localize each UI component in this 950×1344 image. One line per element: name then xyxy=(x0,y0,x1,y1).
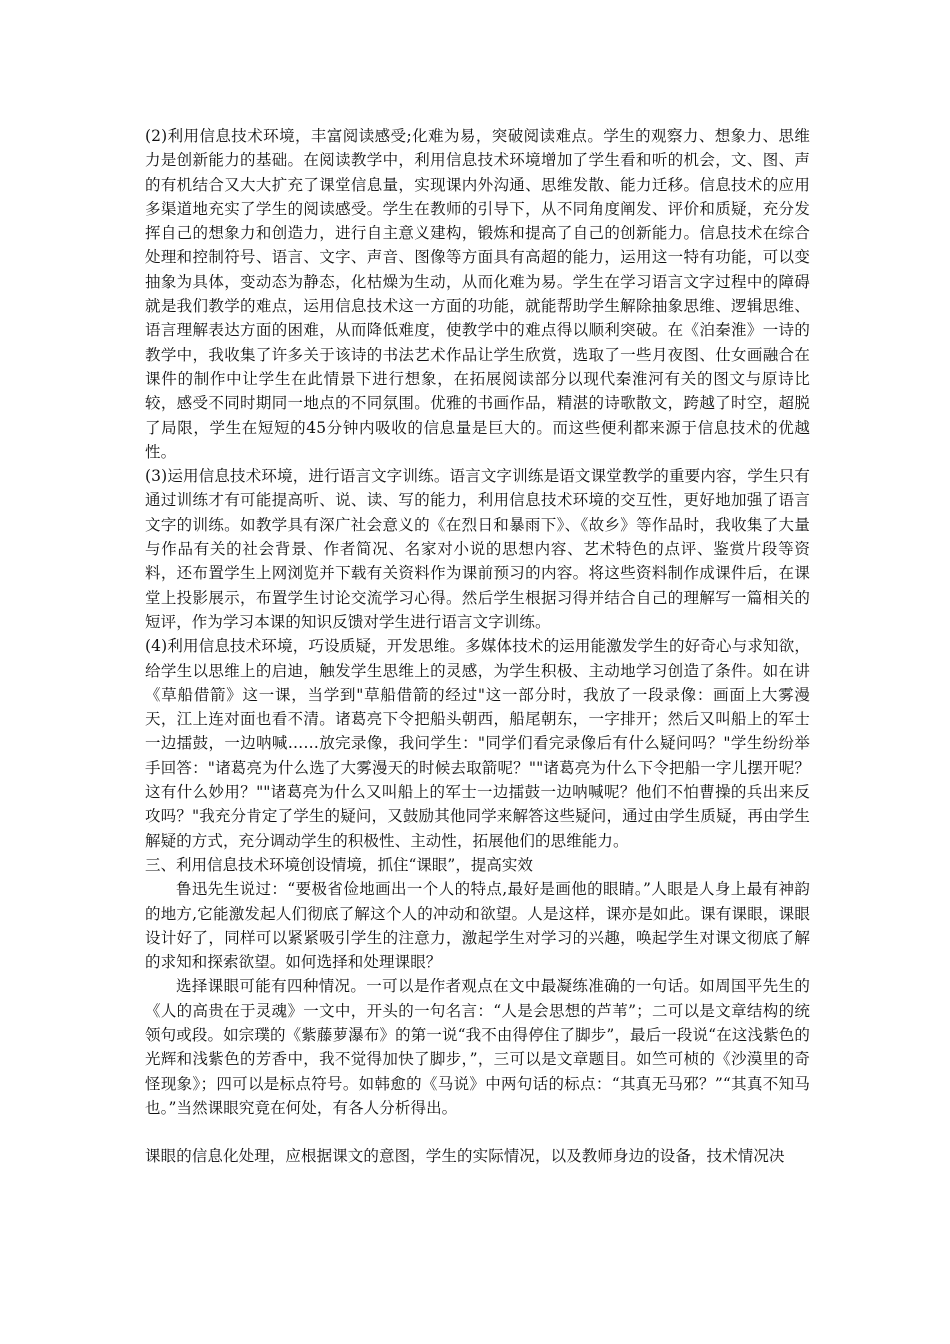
paragraph-questioning: (4)利用信息技术环境，巧设质疑，开发思维。多媒体技术的运用能激发学生的好奇心与求知欲，给学生以思维上的启迪，触发学生思维上的灵感，为学生积极、主动地学习创造了条件。如在讲《草船借箭》这一课，当学到"草船借箭的经过"这一部分时，我放了一段录像：画面上大雾漫天，江上连对面也看不清。诸葛亮下令把船头朝西，船尾朝东，一字排开；然后又叫船上的军士一边擂鼓，一边呐喊……放完录像，我问学生："同学们看完录像后有什么疑问吗？"学生纷纷举手回答："诸葛亮为什么选了大雾漫天的时候去取箭呢？""诸葛亮为什么下令把船一字儿摆开呢？这有什么妙用？""诸葛亮为什么又叫船上的军士一边擂鼓一边呐喊呢？他们不怕曹操的兵出来反攻吗？"我充分肯定了学生的疑问，又鼓励其他同学来解答这些疑问，通过由学生质疑，再由学生解疑的方式，充分调动学生的积极性、主动性，拓展他们的思维能力。 xyxy=(145,637,810,850)
document-body xyxy=(145,124,810,1168)
paragraph-choosing-keyeye: 选择课眼可能有四种情况。一可以是作者观点在文中最凝练准确的一句话。如周国平先生的《人的高贵在于灵魂》一文中，开头的一句名言：“人是会思想的芦苇”；二可以是文章结构的统领句或段。如宗璞的《紫藤萝瀑布》的第一说“我不由得停住了脚步”，最后一段说“在这浅紫色的光辉和浅紫色的芳香中，我不觉得加快了脚步，”，三可以是文章题目。如竺可桢的《沙漠里的奇怪现象》；四可以是标点符号。如韩愈的《马说》中两句话的标点：“其真无马邪？”“其真不知马也。”当然课眼究竟在何处，有各人分析得出。 xyxy=(145,977,810,1117)
paragraph-gap xyxy=(145,1120,810,1144)
paragraph-language-training: (3)运用信息技术环境，进行语言文字训练。语言文字训练是语文课堂教学的重要内容，学生只有通过训练才有可能提高听、说、读、写的能力，利用信息技术环境的交互性，更好地加强了语言文字的训练。如教学具有深广社会意义的《在烈日和暴雨下》、《故乡》等作品时，我收集了大量与作品有关的社会背景、作者简况、名家对小说的思想内容、艺术特色的点评、鉴赏片段等资料，还布置学生上网浏览并下载有关资料作为课前预习的内容。将这些资料制作成课件后，在课堂上投影展示，布置学生讨论交流学习心得。然后学生根据习得并结合自己的理解写一篇相关的短评，作为学习本课的知识反馈对学生进行语言文字训练。 xyxy=(145,467,810,631)
paragraph-reading-experience: (2)利用信息技术环境，丰富阅读感受;化难为易，突破阅读难点。学生的观察力、想象力、思维力是创新能力的基础。在阅读教学中，利用信息技术环境增加了学生看和听的机会，文、图、声的有机结合又大大扩充了课堂信息量，实现课内外沟通、思维发散、能力迁移。信息技术的应用多渠道地充实了学生的阅读感受。学生在教师的引导下，从不同角度阐发、评价和质疑，充分发挥自己的想象力和创造力，进行自主意义建构，锻炼和提高了自己的创新能力。信息技术在综合处理和控制符号、语言、文字、声音、图像等方面具有高超的能力，运用这一特有功能，可以变抽象为具体，变动态为静态，化枯燥为生动，从而化难为易。学生在学习语言文字过程中的障碍就是我们教学的难点，运用信息技术这一方面的功能，就能帮助学生解除抽象思维、逻辑思维、语言理解表达方面的困难，从而降低难度，使教学中的难点得以顺利突破。在《泊秦淮》一诗的教学中，我收集了许多关于该诗的书法艺术作品让学生欣赏，选取了一些月夜图、仕女画融合在课件的制作中让学生在此情景下进行想象，在拓展阅读部分以现代秦淮河有关的图文与原诗比较，感受不同时期同一地点的不同氛围。优雅的书画作品，精湛的诗歌散文，跨越了时空，超脱了局限，学生在短短的45分钟内吸收的信息量是巨大的。而这些便利都来源于信息技术的优越性。 xyxy=(145,127,810,461)
section-heading: 三、利用信息技术环境创设情境，抓住“课眼”，提高实效 xyxy=(145,855,533,874)
paragraph-closing: 课眼的信息化处理，应根据课文的意图，学生的实际情况，以及教师身边的设备，技术情况决 xyxy=(145,1147,785,1166)
paragraph-lu-xun-quote: 鲁迅先生说过：“要极省俭地画出一个人的特点,最好是画他的眼睛。”人眼是人身上最有神韵的地方,它能激发起人们彻底了解这个人的冲动和欲望。人是这样，课亦是如此。课有课眼，课眼设计好了，同样可以紧紧吸引学生的注意力，激起学生对学习的兴趣，唤起学生对课文彻底了解的求知和探索欲望。如何选择和处理课眼？ xyxy=(145,880,810,972)
